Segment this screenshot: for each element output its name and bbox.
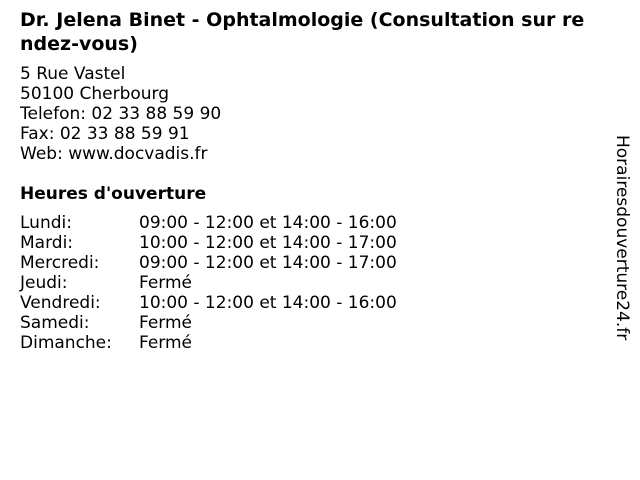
time-range: Fermé — [139, 313, 193, 333]
hours-heading: Heures d'ouverture — [20, 184, 207, 204]
time-range: 10:00 - 12:00 et 14:00 - 16:00 — [139, 293, 397, 313]
day-label: Dimanche: — [20, 333, 112, 353]
day-label: Mercredi: — [20, 253, 100, 273]
city-postcode: 50100 Cherbourg — [20, 84, 170, 104]
phone-number: Telefon: 02 33 88 59 90 — [20, 104, 222, 124]
day-label: Jeudi: — [20, 273, 68, 293]
day-label: Mardi: — [20, 233, 74, 253]
address-block — [20, 64, 221, 164]
page-title: Dr. Jelena Binet - Ophtalmologie (Consultation sur rendez-vous) — [20, 9, 585, 55]
fax-number: Fax: 02 33 88 59 91 — [20, 124, 190, 144]
time-range: 10:00 - 12:00 et 14:00 - 17:00 — [139, 233, 397, 253]
time-range: 09:00 - 12:00 et 14:00 - 17:00 — [139, 253, 397, 273]
time-range: 09:00 - 12:00 et 14:00 - 16:00 — [139, 213, 397, 233]
street-address: 5 Rue Vastel — [20, 64, 126, 84]
day-label: Vendredi: — [20, 293, 101, 313]
website: Web: www.docvadis.fr — [20, 144, 208, 164]
time-range: Fermé — [139, 273, 193, 293]
site-watermark: Horairesdouverture24.fr — [612, 135, 632, 341]
time-range: Fermé — [139, 333, 193, 353]
day-label: Lundi: — [20, 213, 72, 233]
day-label: Samedi: — [20, 313, 90, 333]
